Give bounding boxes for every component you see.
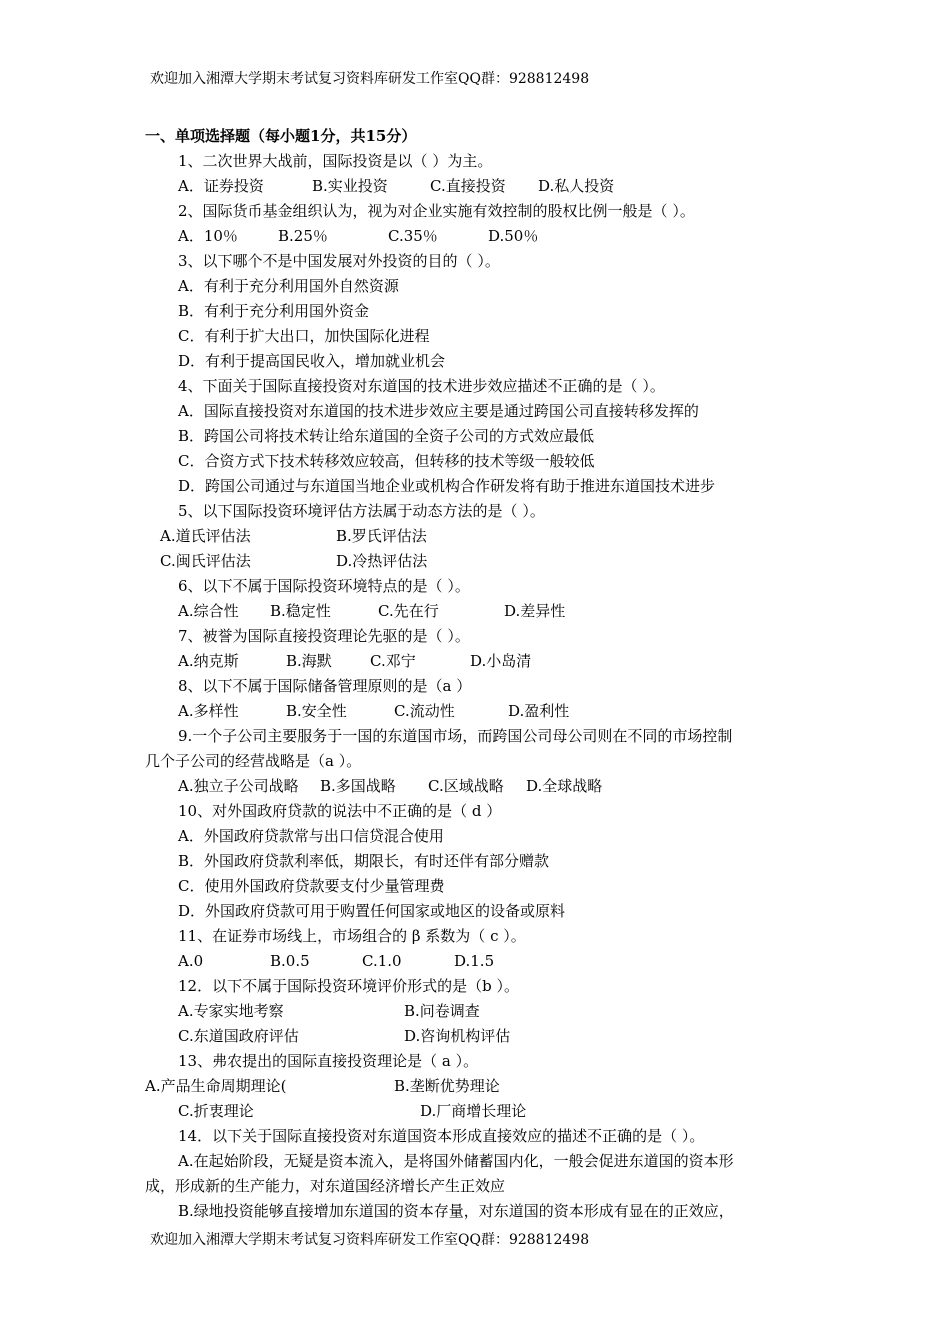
question-5: 5、以下国际投资环境评估方法属于动态方法的是（ ）。: [178, 502, 545, 520]
q7-option-b: B.海默: [286, 652, 332, 670]
question-10: 10、对外国政府贷款的说法中不正确的是（ d ）: [178, 802, 502, 820]
q12-option-c: C.东道国政府评估: [178, 1027, 299, 1045]
question-1: 1、二次世界大战前，国际投资是以（ ）为主。: [178, 152, 493, 170]
q13-option-b: B.垄断优势理论: [394, 1077, 500, 1095]
q1-option-c: C.直接投资: [430, 177, 506, 195]
q3-option-d: D．有利于提高国民收入，增加就业机会: [178, 352, 446, 370]
page-header: 欢迎加入湘潭大学期末考试复习资料库研发工作室QQ群：928812498: [150, 71, 590, 87]
q11-option-b: B.0.5: [270, 952, 310, 970]
q7-option-d: D.小岛清: [470, 652, 532, 670]
question-8: 8、以下不属于国际储备管理原则的是（a ）: [178, 677, 472, 695]
q2-option-b: B.25％: [278, 227, 328, 245]
q2-option-c: C.35％: [388, 227, 438, 245]
q6-option-c: C.先在行: [378, 602, 439, 620]
q10-option-b: B．外国政府贷款利率低，期限长，有时还伴有部分赠款: [178, 852, 550, 870]
q14-paragraph-b: B.绿地投资能够直接增加东道国的资本存量，对东道国的资本形成有显在的正效应，: [178, 1202, 734, 1220]
q6-option-b: B.稳定性: [270, 602, 331, 620]
q8-option-d: D.盈利性: [508, 702, 570, 720]
question-11: 11、在证券市场线上，市场组合的 β 系数为（ c ）。: [178, 927, 526, 945]
q4-option-a: A．国际直接投资对东道国的技术进步效应主要是通过跨国公司直接转移发挥的: [178, 402, 699, 420]
q3-option-a: A．有利于充分利用国外自然资源: [178, 277, 399, 295]
q12-option-b: B.问卷调查: [404, 1002, 480, 1020]
q5-option-a: A.道氏评估法: [160, 527, 251, 545]
q1-option-d: D.私人投资: [538, 177, 615, 195]
q9-option-a: A.独立子公司战略: [178, 777, 299, 795]
q8-option-c: C.流动性: [394, 702, 455, 720]
q12-option-a: A.专家实地考察: [178, 1002, 284, 1020]
q1-option-a: A．证券投资: [178, 177, 264, 195]
q4-option-b: B．跨国公司将技术转让给东道国的全资子公司的方式效应最低: [178, 427, 595, 445]
q4-option-c: C．合资方式下技术转移效应较高，但转移的技术等级一般较低: [178, 452, 595, 470]
page-footer: 欢迎加入湘潭大学期末考试复习资料库研发工作室QQ群：928812498: [150, 1232, 590, 1248]
question-2: 2、国际货币基金组织认为，视为对企业实施有效控制的股权比例一般是（ ）。: [178, 202, 695, 220]
q9-option-d: D.全球战略: [526, 777, 603, 795]
q13-option-c: C.折衷理论: [178, 1102, 254, 1120]
section-title: 一、单项选择题（每小题1分，共15分）: [145, 127, 417, 145]
q3-option-b: B．有利于充分利用国外资金: [178, 302, 370, 320]
q5-option-b: B.罗氏评估法: [336, 527, 427, 545]
q2-option-a: A．10％: [178, 227, 238, 245]
q9-option-c: C.区域战略: [428, 777, 504, 795]
question-14: 14．以下关于国际直接投资对东道国资本形成直接效应的描述不正确的是（ ）。: [178, 1127, 705, 1145]
q7-option-a: A.纳克斯: [178, 652, 239, 670]
q10-option-c: C．使用外国政府贷款要支付少量管理费: [178, 877, 445, 895]
q3-option-c: C．有利于扩大出口，加快国际化进程: [178, 327, 430, 345]
q9-option-b: B.多国战略: [320, 777, 396, 795]
q11-option-d: D.1.5: [454, 952, 495, 970]
q14-paragraph-a-continued: 成，形成新的生产能力，对东道国经济增长产生正效应: [145, 1177, 506, 1195]
question-13: 13、弗农提出的国际直接投资理论是（ a ）。: [178, 1052, 479, 1070]
question-3: 3、以下哪个不是中国发展对外投资的目的（ ）。: [178, 252, 500, 270]
q12-option-d: D.咨询机构评估: [404, 1027, 511, 1045]
q11-option-c: C.1.0: [362, 952, 402, 970]
question-9: 9.一个子公司主要服务于一国的东道国市场，而跨国公司母公司则在不同的市场控制: [178, 727, 733, 745]
q5-option-c: C.闽氏评估法: [160, 552, 251, 570]
q5-option-d: D.冷热评估法: [336, 552, 428, 570]
question-12: 12．以下不属于国际投资环境评价形式的是（b ）。: [178, 977, 519, 995]
q1-option-b: B.实业投资: [312, 177, 388, 195]
q6-option-d: D.差异性: [504, 602, 566, 620]
q13-option-a: A.产品生命周期理论(: [145, 1077, 287, 1095]
q10-option-d: D．外国政府贷款可用于购置任何国家或地区的设备或原料: [178, 902, 566, 920]
q8-option-a: A.多样性: [178, 702, 239, 720]
q13-option-d: D.厂商增长理论: [420, 1102, 527, 1120]
question-9-continued: 几个子公司的经营战略是（a ）。: [145, 752, 362, 770]
q8-option-b: B.安全性: [286, 702, 347, 720]
q2-option-d: D.50％: [488, 227, 539, 245]
q4-option-d: D．跨国公司通过与东道国当地企业或机构合作研发将有助于推进东道国技术进步: [178, 477, 716, 495]
q11-option-a: A.0: [178, 952, 204, 970]
question-7: 7、被誉为国际直接投资理论先驱的是（ ）。: [178, 627, 470, 645]
question-4: 4、下面关于国际直接投资对东道国的技术进步效应描述不正确的是（ ）。: [178, 377, 665, 395]
question-6: 6、以下不属于国际投资环境特点的是（ ）。: [178, 577, 470, 595]
q6-option-a: A.综合性: [178, 602, 239, 620]
q10-option-a: A．外国政府贷款常与出口信贷混合使用: [178, 827, 444, 845]
q14-paragraph-a: A.在起始阶段，无疑是资本流入，是将国外储蓄国内化，一般会促进东道国的资本形: [178, 1152, 734, 1170]
q7-option-c: C.邓宁: [370, 652, 416, 670]
